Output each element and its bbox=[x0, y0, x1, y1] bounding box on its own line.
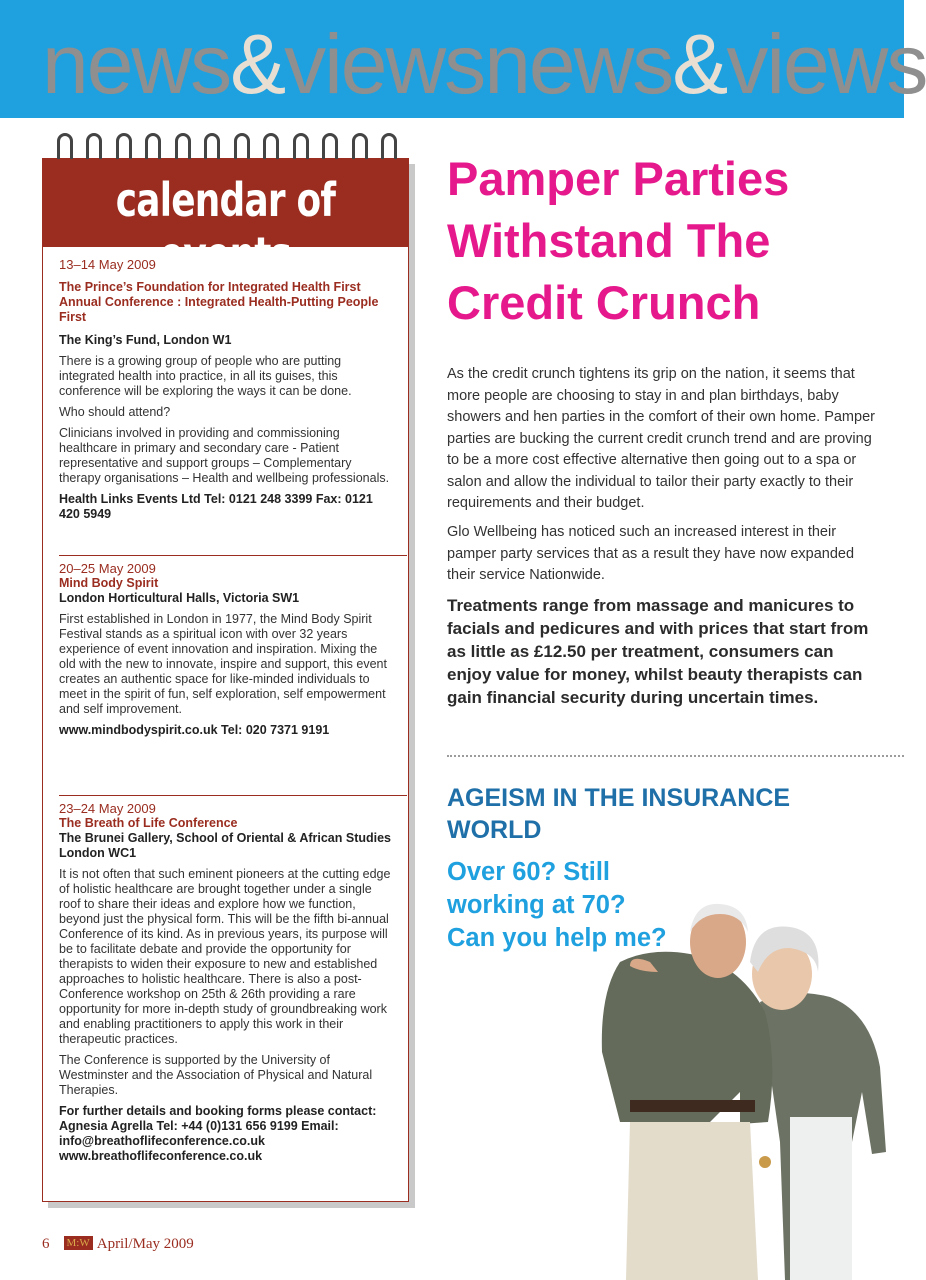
event-description: There is a growing group of people who are putting integrated health into practice, in all its guises, this conference will be exploring the ways it can be done. bbox=[59, 354, 352, 398]
article-paragraph: As the credit crunch tightens its grip on the nation, it seems that more people are choosing to stay in and plan birthdays, baby showers and hen parties in the comfort of their own home. Pamper parties are bucking the current credit crunch trend and are proving to be a more cost effective alternative then going out to a spa or salon and allow the individual to tailor their party exactly to their requirements and their budget. bbox=[447, 366, 875, 511]
ageism-heading: AGEISM IN THE INSURANCE WORLD bbox=[447, 784, 791, 844]
issue-date: April/May 2009 bbox=[96, 1236, 194, 1252]
event-who-text: Clinicians involved in providing and commissioning healthcare in primary and secondary care - Patient representative and support groups – Complementary therapy organisations – Health and wellbeing professionals. bbox=[59, 426, 390, 485]
event-divider bbox=[59, 555, 407, 556]
title-word: news bbox=[484, 17, 673, 111]
event-date: 13–14 May 2009 bbox=[59, 257, 156, 272]
event-item bbox=[59, 257, 395, 522]
event-contact: www.mindbodyspirit.co.uk Tel: 020 7371 9191 bbox=[59, 723, 330, 737]
page-header bbox=[0, 0, 926, 118]
dotted-divider bbox=[447, 755, 904, 757]
page-footer bbox=[42, 1236, 194, 1253]
event-title: The Breath of Life Conference bbox=[59, 816, 238, 830]
article-title: Pamper Parties Withstand The Credit Crunch bbox=[447, 152, 790, 329]
calendar-heading: calendar of events bbox=[115, 173, 336, 281]
event-title: The Prince’s Foundation for Integrated Health First Annual Conference : Integrated Health-Putting People First bbox=[59, 280, 379, 324]
event-venue: The King’s Fund, London W1 bbox=[59, 333, 232, 347]
magazine-logo: M:W bbox=[64, 1236, 93, 1250]
calendar-panel bbox=[42, 158, 409, 1202]
event-contact: Health Links Events Ltd Tel: 0121 248 3399 Fax: 0121 420 5949 bbox=[59, 492, 373, 521]
event-description: First established in London in 1977, the Mind Body Spirit Festival stands as a spiritual icon with over 32 years experience of event innovation and inspiration. Mixing the old with the new to innovate, inspire and support, this event creates an authentic space for like-minded individuals to meet in the spirit of fun, self exploration, self empowerment and self improvement. bbox=[59, 612, 387, 716]
title-ampersand: & bbox=[672, 17, 727, 111]
article-highlight: Treatments range from massage and manicures to facials and pedicures and with prices that start from as little as £12.50 per treatment, consumers can enjoy value for money, whilst beauty therapists can gain financial security during uncertain times. bbox=[447, 596, 869, 707]
event-title: Mind Body Spirit bbox=[59, 576, 159, 590]
article-paragraph: Glo Wellbeing has noticed such an increased interest in their pamper party services that as a result they have now expanded their service Nationwide. bbox=[447, 524, 855, 583]
title-word: views bbox=[726, 17, 926, 111]
event-description: It is not often that such eminent pioneers at the cutting edge of holistic healthcare are brought together under a single roof to share their ideas and explore how we function, beyond just the physical form. This will be the fifth bi-annual Conference of its kind. As in previous years, its purpose will be to facilitate debate and provide the opportunity for therapists to widen their exposure to new and established approaches to holistic healthcare. There is also a post-Conference workshop on 25th & 26th providing a rare opportunity for more in-depth study of groundbreaking work and enabling practitioners to apply this work in their therapeutic practices. bbox=[59, 867, 391, 1046]
title-word: news bbox=[42, 17, 231, 111]
event-date: 23–24 May 2009 bbox=[59, 801, 156, 816]
event-contact: For further details and booking forms please contact: Agnesia Agrella Tel: +44 (0)131 656 9199 Email: info@breathoflifeconference.co.uk www.breathoflifeconference.co.uk bbox=[59, 1104, 377, 1163]
event-support: The Conference is supported by the University of Westminster and the Association of Physical and Natural Therapies. bbox=[59, 1053, 373, 1097]
page-number: 6 bbox=[42, 1236, 50, 1252]
event-item bbox=[59, 801, 395, 1164]
elderly-couple-photo bbox=[590, 892, 904, 1280]
event-item bbox=[59, 561, 395, 738]
event-divider bbox=[59, 795, 407, 796]
title-word: views bbox=[284, 17, 485, 111]
event-date: 20–25 May 2009 bbox=[59, 561, 156, 576]
event-venue: The Brunei Gallery, School of Oriental & African Studies London WC1 bbox=[59, 831, 392, 860]
section-title bbox=[42, 14, 926, 114]
event-venue: London Horticultural Halls, Victoria SW1 bbox=[59, 591, 300, 605]
title-ampersand: & bbox=[230, 17, 285, 111]
event-who-heading: Who should attend? bbox=[59, 405, 171, 419]
ageism-subheading: Over 60? Still working at 70? Can you help me? bbox=[447, 858, 667, 952]
